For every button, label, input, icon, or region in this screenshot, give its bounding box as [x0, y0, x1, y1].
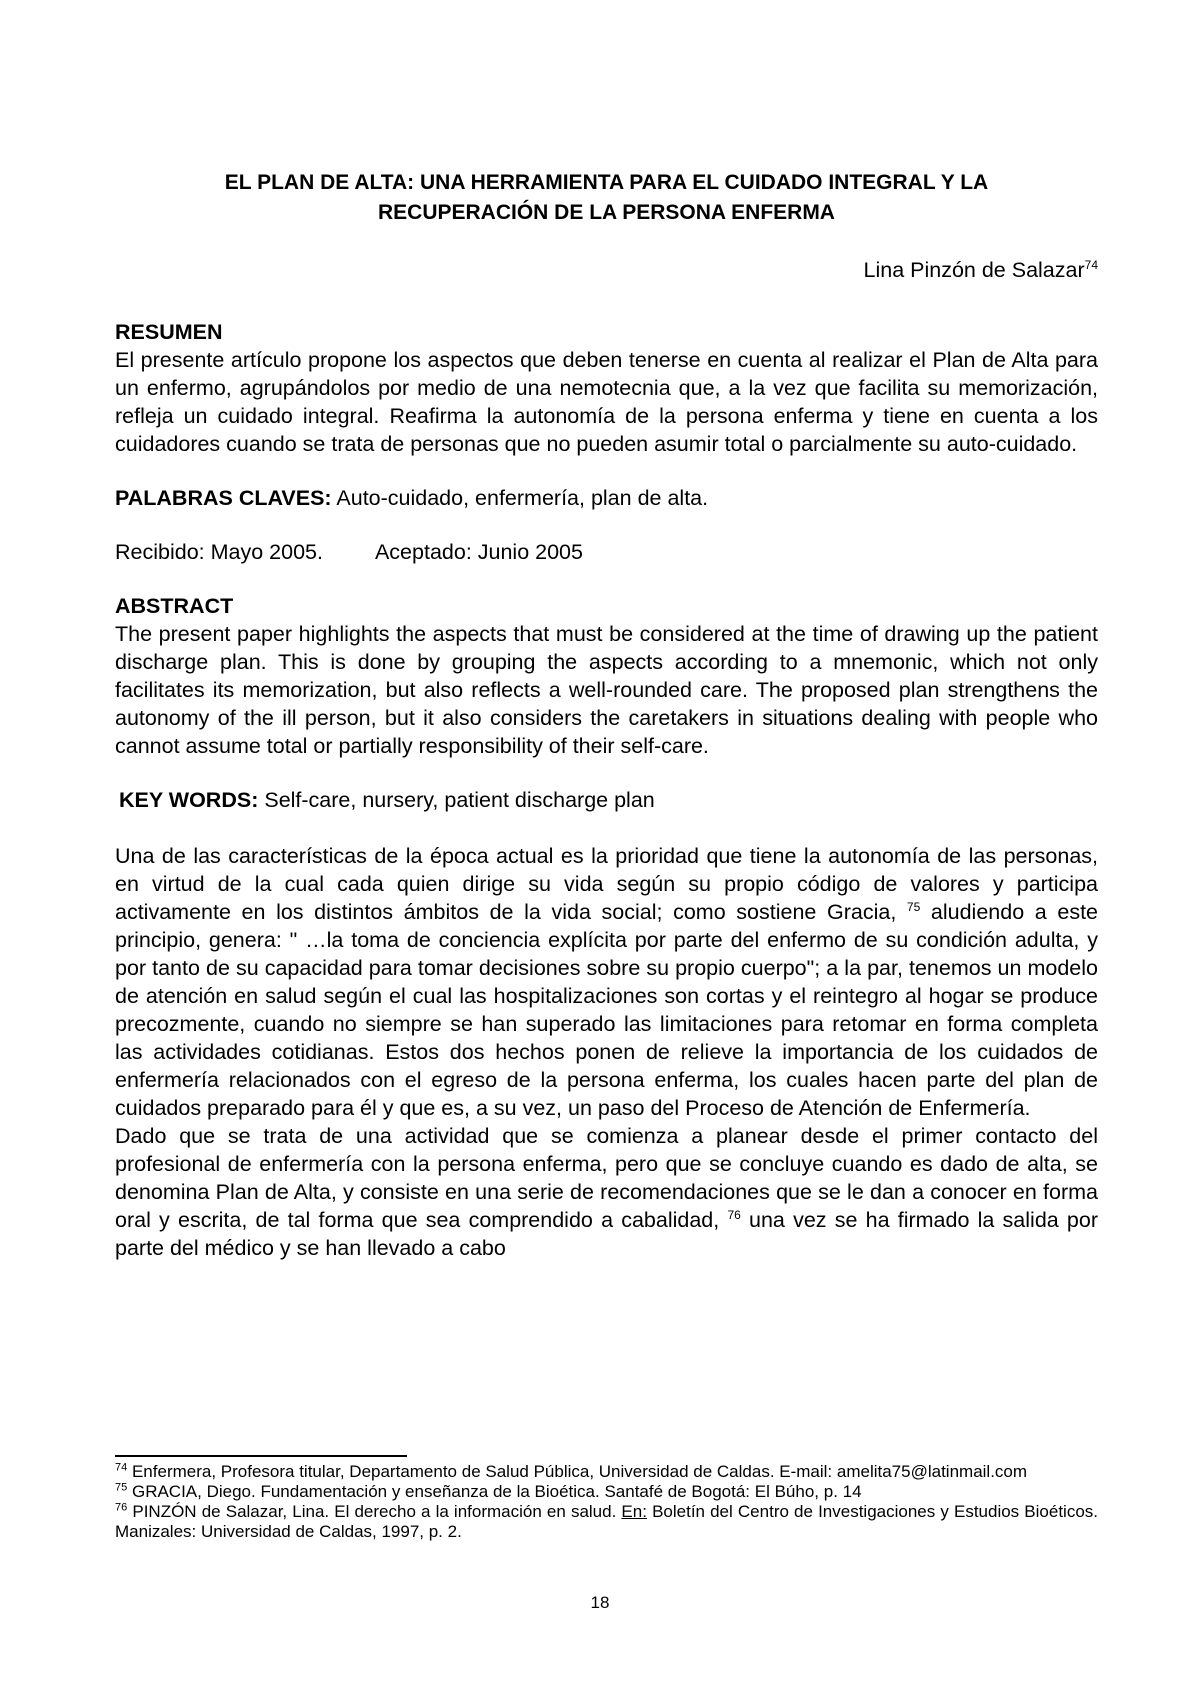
accepted-date: Aceptado: Junio 2005	[374, 540, 583, 564]
footnote-75	[115, 1482, 1098, 1502]
body-paragraph-1	[115, 842, 1098, 1122]
footnotes	[115, 1462, 1098, 1542]
resumen-text: El presente artículo propone los aspectos que deben tenerse en cuenta al realizar el Plan de Alta para un enfermo, agrupándolos por medio de una nemotecnia que, a la vez que facilita su memorización, refleja un cuidado integral. Reafirma la autonomía de la persona enferma y tiene en cuenta a los cuidadores cuando se trata de personas que no pueden asumir total o parcialmente su auto-cuidado.	[115, 348, 1098, 456]
footnote-76-en: En:	[621, 1502, 647, 1521]
footnote-74-number: 74	[115, 1461, 128, 1474]
footnote-ref-76[interactable]: 76	[727, 1207, 741, 1222]
author-name: Lina Pinzón de Salazar	[863, 258, 1085, 282]
footnote-76-text-a: PINZÓN de Salazar, Lina. El derecho a la información en salud.	[127, 1502, 622, 1521]
page-number: 18	[590, 1593, 610, 1612]
author-line	[115, 256, 1098, 284]
abstract-text: The present paper highlights the aspects that must be considered at the time of drawing up the patient discharge plan. This is done by grouping the aspects according to a mnemonic, which not only facilitates its memorization, but also reflects a well-rounded care. The proposed plan strengthens the autonomy of the ill person, but it also considers the caretakers in situations dealing with people who cannot assume total or partially responsibility of their self-care.	[115, 622, 1098, 758]
palabras-claves-label: PALABRAS CLAVES:	[115, 486, 332, 510]
key-words-label: KEY WORDS:	[119, 788, 259, 812]
footnote-74-text: Enfermera, Profesora titular, Departamento de Salud Pública, Universidad de Caldas. E-mail: amelita75@latinmail.com	[127, 1462, 1028, 1481]
author-footnote-ref[interactable]: 74	[1084, 257, 1098, 272]
key-words-text: Self-care, nursery, patient discharge plan	[258, 788, 655, 812]
abstract-heading: ABSTRACT	[115, 594, 234, 618]
title-line-2: RECUPERACIÓN DE LA PERSONA ENFERMA	[378, 201, 835, 224]
article-title	[115, 168, 1098, 228]
key-words	[115, 786, 1098, 814]
palabras-claves	[115, 484, 1098, 512]
palabras-claves-text: Auto-cuidado, enfermería, plan de alta.	[331, 486, 709, 510]
body-p1-part-a: Una de las características de la época actual es la prioridad que tiene la autonomía de las personas, en virtud de la cual cada quien dirige su vida según su propio código de valores y participa activamente en los distintos ámbitos de la vida social; como sostiene Gracia,	[115, 844, 1098, 924]
footnote-ref-75[interactable]: 75	[906, 899, 921, 914]
body-p2-part-b: una vez se ha firmado la salida por parte del médico y se han llevado a cabo	[115, 1208, 1099, 1260]
dates-line	[115, 538, 1098, 566]
footnote-divider	[115, 1455, 407, 1457]
body-p1-part-b: aludiendo a este principio, genera: " …la toma de conciencia explícita por parte del enfermo de su condición adulta, y por tanto de su capacidad para tomar decisiones sobre su propio cuerpo"; a la par, tenemos un modelo de atención en salud según el cual las hospitalizaciones son cortas y el reintegro al hogar se produce precozmente, cuando no siempre se han superado las limitaciones para retomar en forma completa las actividades cotidianas. Estos dos hechos ponen de relieve la importancia de los cuidados de enfermería relacionados con el egreso de la persona enferma, los cuales hacen parte del plan de cuidados preparado para él y que es, a su vez, un paso del Proceso de Atención de Enfermería.	[115, 900, 1098, 1120]
received-date: Recibido: Mayo 2005.	[115, 540, 323, 564]
footnote-74	[115, 1462, 1098, 1482]
footnote-76-number: 76	[115, 1501, 128, 1514]
body-p2-part-a: Dado que se trata de una actividad que se comienza a planear desde el primer contacto del profesional de enfermería con la persona enferma, pero que se concluye cuando es dado de alta, se denomina Plan de Alta, y consiste en una serie de recomendaciones que se le dan a conocer en forma oral y escrita, de tal forma que sea comprendido a cabalidad,	[115, 1124, 1098, 1232]
footnote-76-text-b: Boletín del Centro de Investigaciones y Estudios Bioéticos. Manizales: Universidad de Caldas, 1997, p. 2.	[115, 1502, 1098, 1541]
footnote-76	[115, 1502, 1098, 1542]
title-line-1: EL PLAN DE ALTA: UNA HERRAMIENTA PARA EL CUIDADO INTEGRAL Y LA	[224, 171, 989, 194]
body-paragraph-2	[115, 1122, 1098, 1262]
footnote-75-text: GRACIA, Diego. Fundamentación y enseñanza de la Bioética. Santafé de Bogotá: El Búho, p. 14	[127, 1482, 862, 1501]
resumen-heading: RESUMEN	[115, 320, 223, 344]
footnote-75-number: 75	[115, 1481, 128, 1494]
